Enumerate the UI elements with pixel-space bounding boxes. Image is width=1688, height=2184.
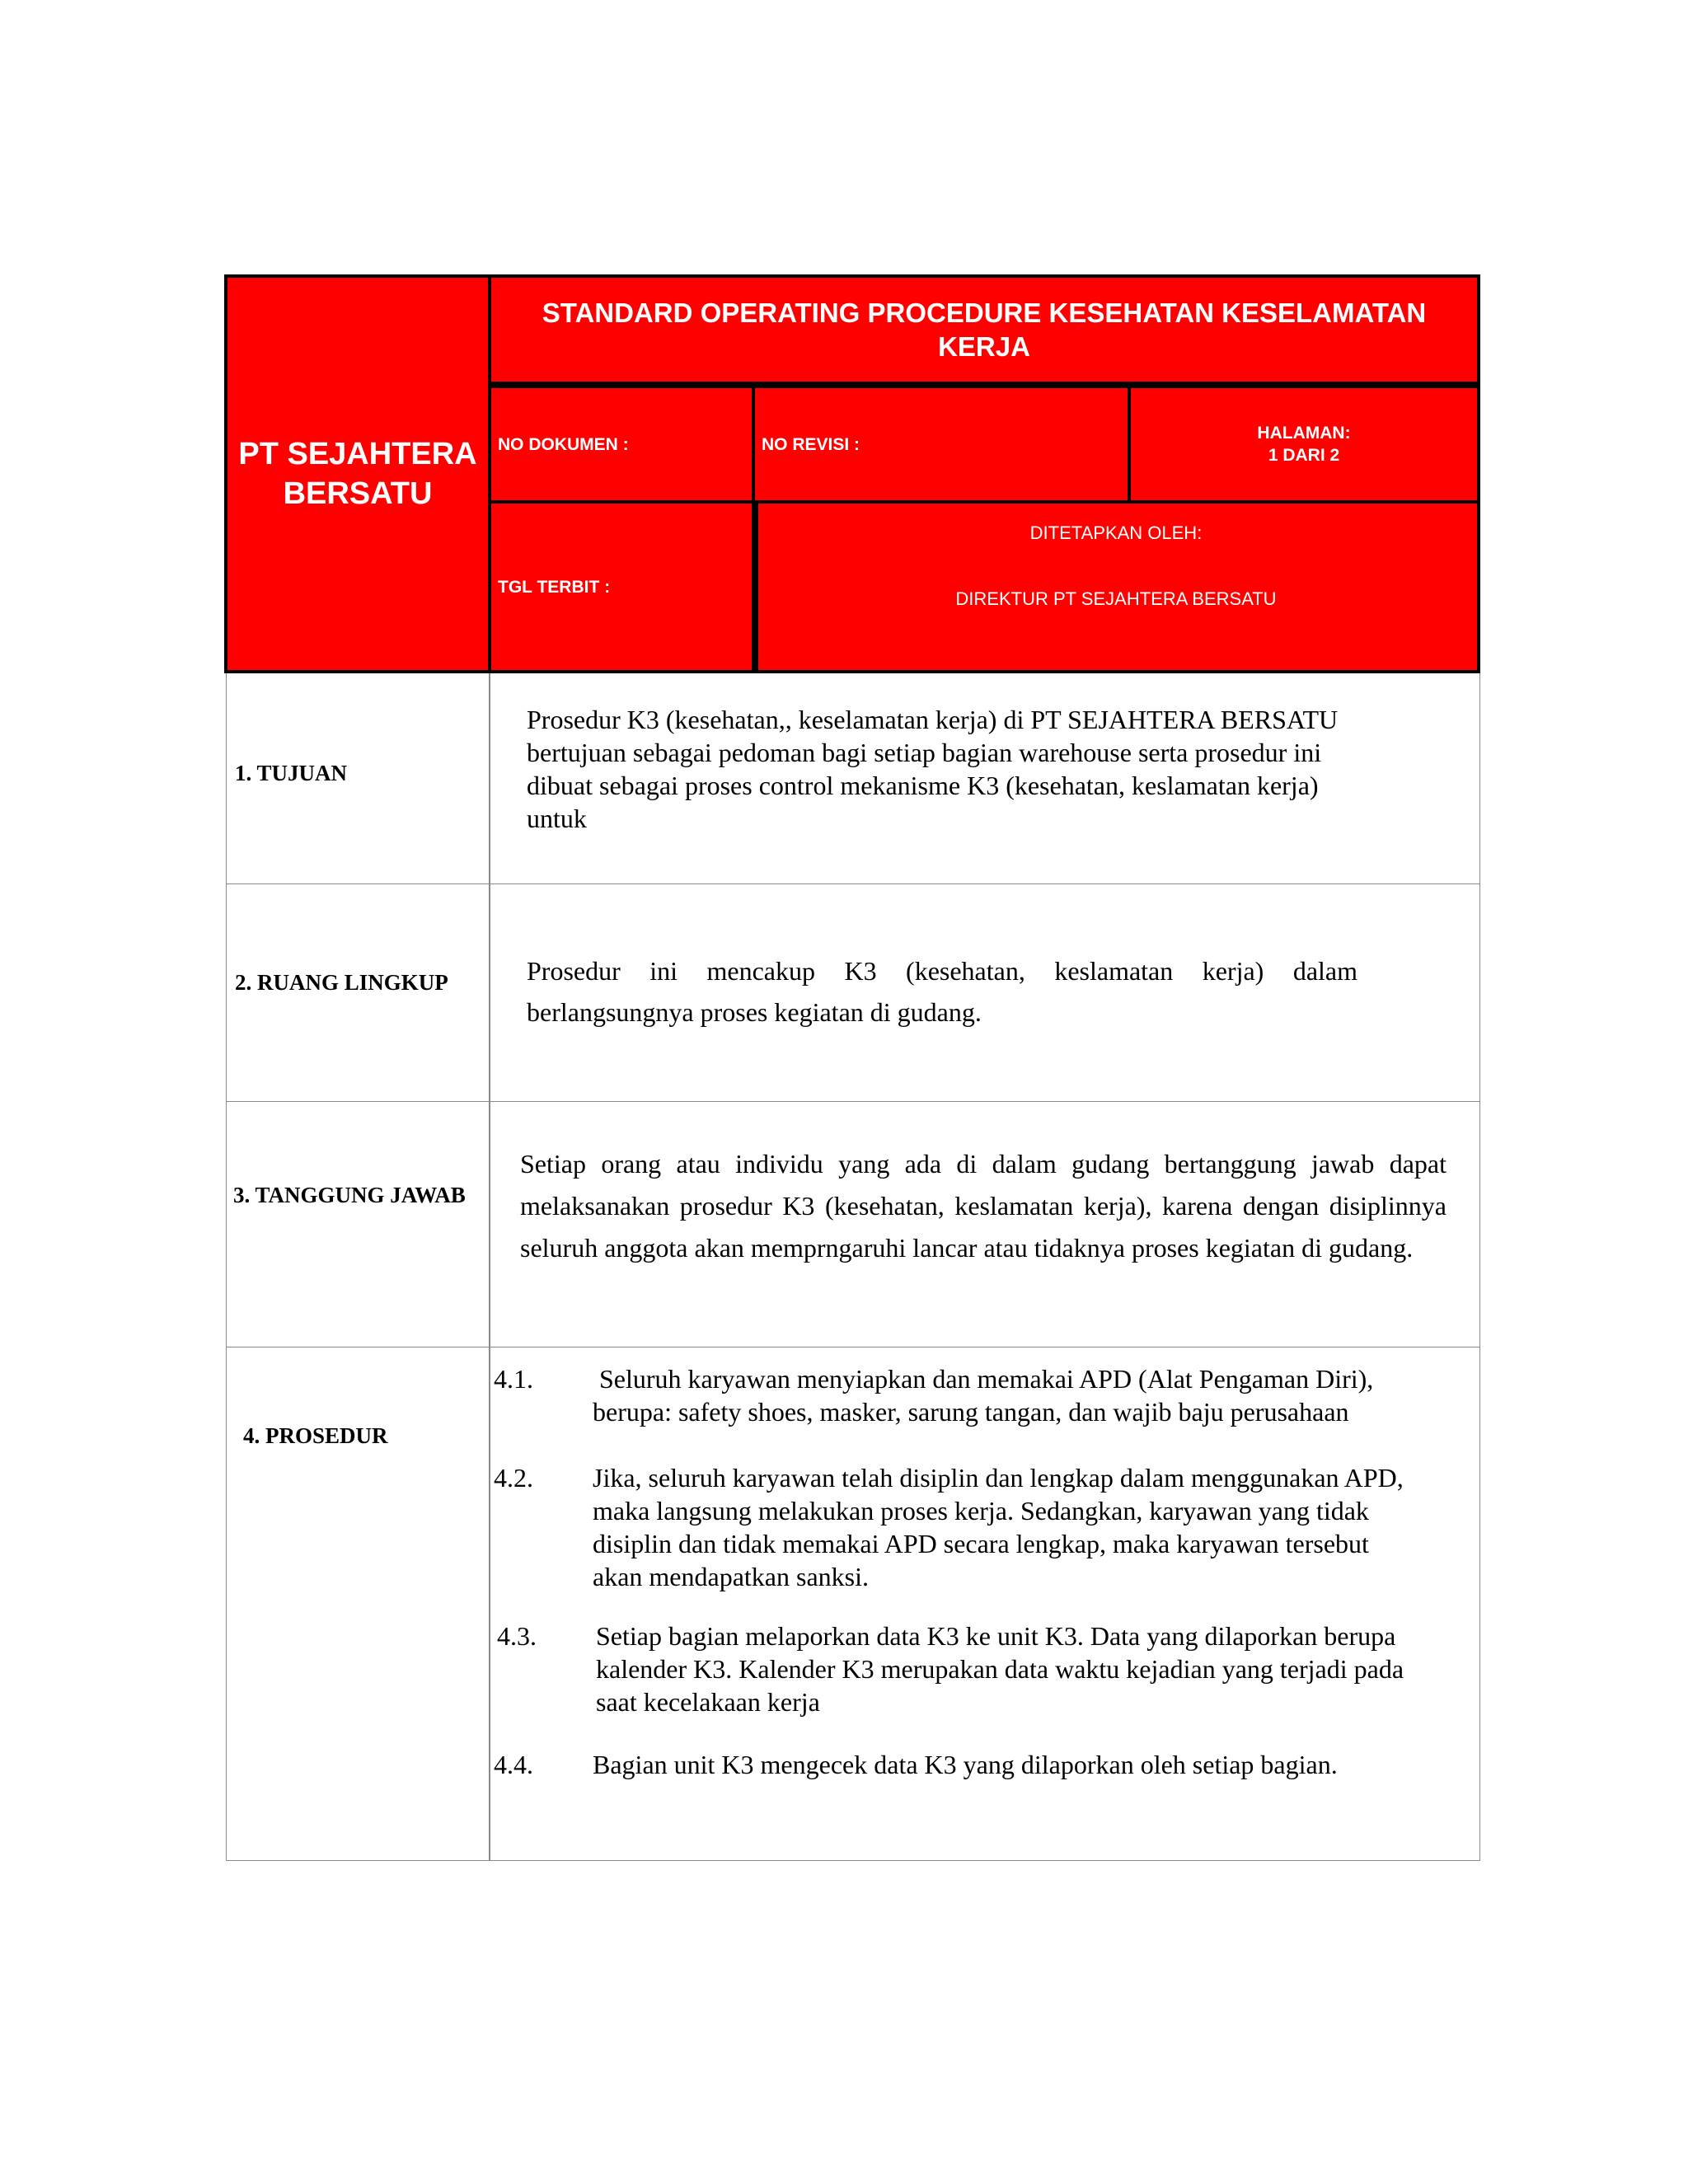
column-divider (489, 1102, 490, 1347)
sop-title-cell (491, 278, 1477, 385)
procedure-item-line: Seluruh karyawan menyiapkan dan memakai APD (Alat Pengaman Diri), (593, 1364, 1374, 1394)
procedure-item-line: saat kecelakaan kerja (596, 1687, 820, 1717)
procedure-item-line: disiplin dan tidak memakai APD secara lengkap, maka karyawan tersebut (593, 1529, 1369, 1558)
tgl-terbit-cell (491, 504, 755, 670)
tujuan-line: untuk (527, 804, 587, 833)
section-ruang-lingkup (226, 884, 1480, 1102)
section-text-ruang-lingkup: Prosedur ini mencakup K3 (kesehatan, keslamatan kerja) dalam berlangsungnya proses kegiatan di gudang. (527, 956, 1357, 1027)
procedure-item-line: Bagian unit K3 mengecek data K3 yang dilaporkan oleh setiap bagian. (593, 1750, 1338, 1779)
sop-title-line2: KERJA (938, 331, 1030, 362)
procedure-item-line: Jika, seluruh karyawan telah disiplin dan lengkap dalam menggunakan APD, (593, 1463, 1404, 1493)
header-divider (755, 504, 758, 670)
procedure-item-line: akan mendapatkan sanksi. (593, 1562, 869, 1591)
section-label-prosedur: 4. PROSEDUR (243, 1423, 388, 1448)
procedure-item-line: kalender K3. Kalender K3 merupakan data waktu kejadian yang terjadi pada (596, 1654, 1404, 1684)
section-label-tujuan: 1. TUJUAN (235, 761, 348, 785)
section-label-ruang-lingkup: 2. RUANG LINGKUP (235, 970, 448, 995)
section-tujuan (226, 673, 1480, 884)
tgl-terbit-label: TGL TERBIT : (498, 577, 611, 597)
procedure-item-text (593, 1748, 1338, 1781)
column-divider (489, 673, 490, 883)
procedure-item-line: Setiap bagian melaporkan data K3 ke unit K3. Data yang dilaporkan berupa (596, 1621, 1396, 1651)
procedure-item-number: 4.1. (494, 1364, 533, 1394)
no-dokumen-cell (491, 385, 755, 504)
halaman-value: 1 DARI 2 (1268, 446, 1340, 465)
company-name-line2: BERSATU (283, 476, 433, 511)
no-revisi-label: NO REVISI : (762, 434, 860, 454)
column-divider (489, 884, 490, 1101)
section-text-tanggung-jawab: Setiap orang atau individu yang ada di dalam gudang bertanggung jawab dapat melaksanakan prosedur K3 (kesehatan, keslamatan kerja), karena dengan disiplinnya seluruh anggota akan memprngaruhi lancar atau tidaknya proses kegiatan di gudang. (520, 1149, 1447, 1263)
ditetapkan-cell (755, 504, 1477, 670)
section-label-tanggung-jawab: 3. TANGGUNG JAWAB (233, 1183, 466, 1207)
tujuan-line: Prosedur K3 (kesehatan,, keselamatan kerja) di PT SEJAHTERA BERSATU (527, 705, 1339, 734)
procedure-item-number: 4.3. (497, 1621, 537, 1651)
procedure-item-text (593, 1461, 1404, 1593)
column-divider (489, 1347, 490, 1860)
no-revisi-cell (755, 385, 1131, 504)
halaman-label: HALAMAN: (1257, 424, 1351, 443)
section-text-tujuan (527, 703, 1450, 835)
company-name-line1: PT SEJAHTERA (238, 437, 477, 471)
sop-title-line1: STANDARD OPERATING PROCEDURE KESEHATAN KESELAMATAN (542, 298, 1427, 328)
procedure-item-line: maka langsung melakukan proses kerja. Sedangkan, karyawan yang tidak (593, 1496, 1369, 1526)
company-name-cell (227, 278, 491, 670)
procedure-item-number: 4.2. (494, 1463, 533, 1493)
procedure-item-number: 4.4. (494, 1750, 533, 1779)
sop-header (224, 274, 1480, 673)
section-tanggung-jawab (226, 1102, 1480, 1347)
halaman-cell (1131, 385, 1477, 504)
no-dokumen-label: NO DOKUMEN : (498, 434, 629, 454)
ditetapkan-label: DITETAPKAN OLEH: (1029, 523, 1203, 543)
procedure-item-text (593, 1362, 1373, 1428)
tujuan-line: bertujuan sebagai pedoman bagi setiap bagian warehouse serta prosedur ini (527, 738, 1322, 767)
procedure-item-text (596, 1619, 1404, 1718)
section-prosedur (226, 1347, 1480, 1861)
tujuan-line: dibuat sebagai proses control mekanisme K3 (kesehatan, keslamatan kerja) (527, 771, 1319, 800)
procedure-item-line: berupa: safety shoes, masker, sarung tangan, dan wajib baju perusahaan (593, 1397, 1349, 1427)
ditetapkan-value: DIREKTUR PT SEJAHTERA BERSATU (955, 588, 1277, 609)
